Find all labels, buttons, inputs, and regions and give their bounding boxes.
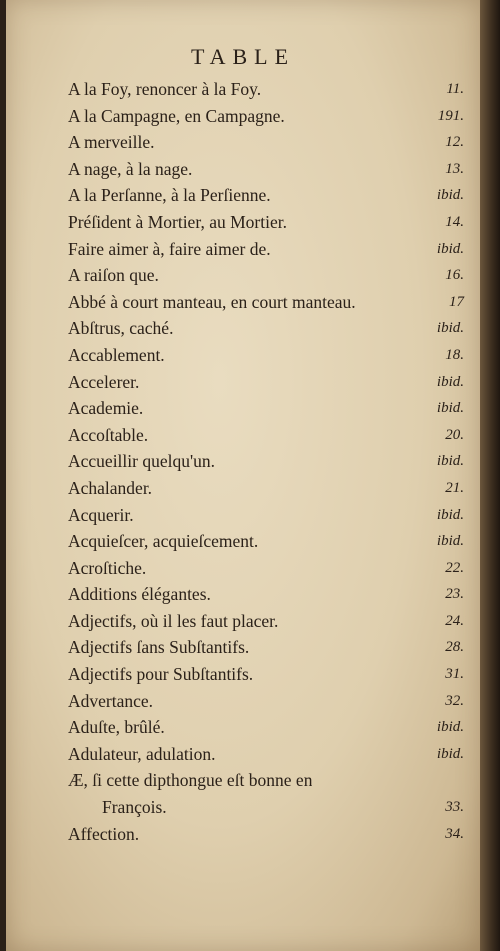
index-entry xyxy=(68,448,464,475)
entry-page: ibid. xyxy=(436,533,464,550)
book-spine-edge xyxy=(480,0,500,951)
entry-page: 11. xyxy=(446,81,464,97)
entry-page: 23. xyxy=(445,586,464,603)
index-entry-continuation xyxy=(68,794,464,821)
entry-term: Acroſtiche. xyxy=(68,557,147,578)
entry-page: 31. xyxy=(445,666,464,683)
index-entry xyxy=(68,475,464,502)
entry-page: ibid. xyxy=(436,373,464,390)
index-entry xyxy=(68,76,464,103)
entry-page: 32. xyxy=(445,692,464,709)
index-entry xyxy=(68,528,464,555)
book-page xyxy=(6,0,483,951)
index-entry xyxy=(68,289,464,316)
index-entry xyxy=(68,103,464,130)
index-list xyxy=(68,76,464,847)
index-entry xyxy=(68,608,464,635)
entry-page: 12. xyxy=(445,134,464,151)
entry-term: Academie. xyxy=(68,398,144,419)
entry-term: A la Foy, renoncer à la Foy. xyxy=(68,79,262,99)
entry-page: 24. xyxy=(445,612,464,629)
entry-term: Abſtrus, caché. xyxy=(68,318,174,339)
index-entry xyxy=(68,395,464,422)
entry-term: Æ, ſi cette dipthongue eſt bonne en xyxy=(68,770,313,791)
entry-term: Adjectifs, où il les faut placer. xyxy=(68,610,279,631)
entry-page: 191. xyxy=(437,107,464,124)
entry-term: A la Perſanne, à la Perſienne. xyxy=(68,185,271,206)
entry-term: Advertance. xyxy=(68,690,154,711)
entry-term: A la Campagne, en Campagne. xyxy=(68,105,285,126)
entry-page: ibid. xyxy=(436,320,464,337)
entry-page: ibid. xyxy=(436,400,464,417)
index-entry xyxy=(68,661,464,688)
entry-term: A nage, à la nage. xyxy=(68,158,193,179)
page-title: TABLE xyxy=(190,44,296,69)
entry-term: Achalander. xyxy=(68,477,153,498)
entry-term: Faire aimer à, faire aimer de. xyxy=(68,238,271,259)
entry-page: 13. xyxy=(445,160,464,177)
index-entry xyxy=(68,129,464,156)
entry-term: A raiſon que. xyxy=(68,265,159,286)
index-entry xyxy=(68,209,464,236)
entry-term: Préſident à Mortier, au Mortier. xyxy=(68,211,287,232)
entry-term: Accueillir quelqu'un. xyxy=(68,451,215,472)
entry-term: François. xyxy=(102,797,167,818)
index-entry xyxy=(68,236,464,263)
entry-term: Accelerer. xyxy=(68,371,140,392)
index-entry xyxy=(68,821,464,848)
entry-page: ibid. xyxy=(436,240,464,257)
index-entry xyxy=(68,688,464,715)
entry-page: ibid. xyxy=(436,719,464,736)
index-entry xyxy=(68,555,464,582)
entry-term: Abbé à court manteau, en court manteau. xyxy=(68,291,356,312)
entry-term: Accablement. xyxy=(68,344,165,365)
entry-page: 16. xyxy=(445,267,464,284)
entry-page: ibid. xyxy=(436,745,464,762)
index-entry xyxy=(68,502,464,529)
index-entry xyxy=(68,714,464,741)
index-entry xyxy=(68,767,464,794)
entry-term: Aduſte, brûlé. xyxy=(68,717,165,738)
entry-page: 20. xyxy=(445,426,464,443)
entry-term: Acquieſcer, acquieſcement. xyxy=(68,531,259,552)
index-entry xyxy=(68,369,464,396)
index-entry xyxy=(68,262,464,289)
index-entry xyxy=(68,741,464,768)
index-entry xyxy=(68,342,464,369)
index-entry xyxy=(68,315,464,342)
entry-page: 22. xyxy=(445,559,464,576)
entry-term: Affection. xyxy=(68,823,140,844)
entry-term: Accoſtable. xyxy=(68,424,149,445)
entry-term: Additions élégantes. xyxy=(68,584,211,605)
index-entry xyxy=(68,182,464,209)
entry-page: ibid. xyxy=(436,187,464,204)
index-entry xyxy=(68,634,464,661)
index-entry xyxy=(68,156,464,183)
entry-term: Adulateur, adulation. xyxy=(68,743,216,764)
entry-page: 28. xyxy=(445,639,464,656)
entry-page: 21. xyxy=(445,479,464,496)
entry-page: ibid. xyxy=(436,453,464,470)
index-entry xyxy=(68,422,464,449)
index-entry xyxy=(68,581,464,608)
entry-page: 14. xyxy=(445,213,464,230)
entry-page: 17 xyxy=(449,293,464,310)
entry-term: Adjectifs ſans Subſtantifs. xyxy=(68,637,250,658)
entry-page: ibid. xyxy=(436,506,464,523)
entry-term: Adjectifs pour Subſtantifs. xyxy=(68,664,254,685)
entry-page: 18. xyxy=(445,346,464,363)
entry-page: 33. xyxy=(445,799,464,816)
entry-page: 34. xyxy=(445,825,464,842)
entry-term: A merveille. xyxy=(68,132,155,153)
entry-term: Acquerir. xyxy=(68,504,134,525)
